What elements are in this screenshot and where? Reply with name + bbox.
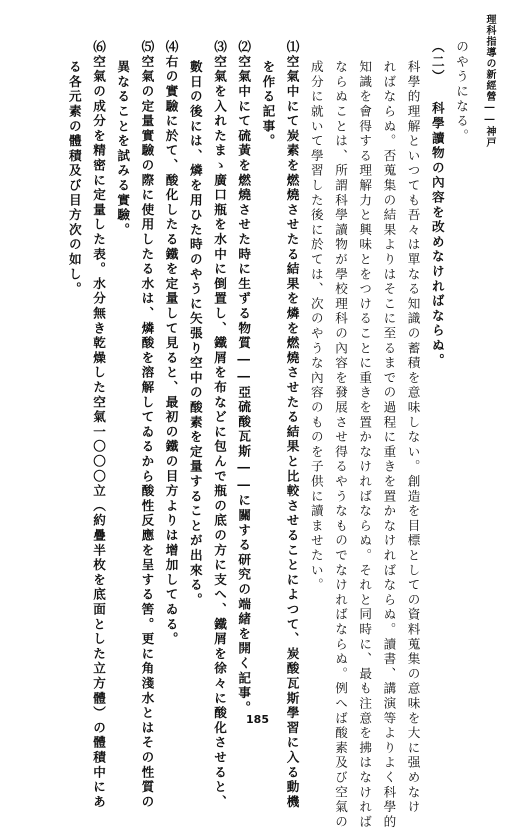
page-number: 185 bbox=[246, 713, 269, 726]
text-column: ればならぬ。否蒐集の結果よりはそこに至るまでの過程に重きを置かなければならぬ。讀書、講演等よりよく科學的 bbox=[381, 60, 397, 830]
running-header: 理科指導の新經營――神戸 bbox=[484, 14, 495, 148]
text-column: 成分に就いて學習した後に於ては、次のやうな內容のものを子供に讀ませたい。 bbox=[308, 60, 324, 593]
text-column: ⑴空氣中にて炭素を燃燒させたる結果を燐を燃燒させたる結果と比較させることによつて、炭酸瓦斯學習に入る動機 bbox=[284, 40, 300, 810]
text-column: 知識を會得する理解力と興味とをつけることに重きを置かなければならぬ。それと同時に、最も注意を拂はなければ bbox=[357, 60, 373, 830]
text-column: （二） 科學讀物の內容を改めなければならぬ。 bbox=[429, 40, 445, 368]
text-column: のやうになる。 bbox=[454, 40, 469, 144]
text-column: る各元素の體積及び目方次の如し。 bbox=[66, 60, 82, 297]
text-column: ⑶空氣を入れたまゝ廣口瓶を水中に倒置し、鐵屑を布などに包んで瓶の底の方に支へ、鐵屑を徐々に酸化させると、 bbox=[212, 40, 227, 810]
text-column: ⑷右の實驗に於て、酸化したる鐵を定量して見ると、最初の鐵の目方よりは增加してゐる。 bbox=[163, 40, 179, 647]
text-column: を作る記事。 bbox=[260, 60, 276, 149]
text-column: ならぬことは、所謂科學讀物が學校理科の內容を發展させ得るやうなものでなければならぬ。例へば酸素及び空氣の bbox=[333, 60, 348, 830]
text-column: 數日の後には、燐を用ひた時のやうに矢張り空中の酸素を定量することが出來る。 bbox=[187, 60, 203, 608]
text-column: 異なることを試みる實驗。 bbox=[115, 60, 131, 238]
text-column: ⑸空氣の定量實驗の際に使用したる水は、燐酸を溶解してゐるから酸性反應を呈する筈。更に角淺水とはその性質の bbox=[139, 40, 155, 810]
text-column: ⑵空氣中にて硫黃を燃燒させた時に生ずる物質――亞硫酸瓦斯――に關する研究の端緒を開く記事。 bbox=[236, 40, 252, 716]
text-column: 科學的理解といつても吾々は單なる知識の蓄積を意味しない。創造を目標としての資料蒐集の意味を大に强めなけ bbox=[405, 60, 421, 815]
text-column: ⑹空氣の成分を精密に定量した表。水分無き乾燥した空氣一〇〇〇立（約疊半枚を底面とした立方體）の體積中にあ bbox=[91, 40, 106, 810]
